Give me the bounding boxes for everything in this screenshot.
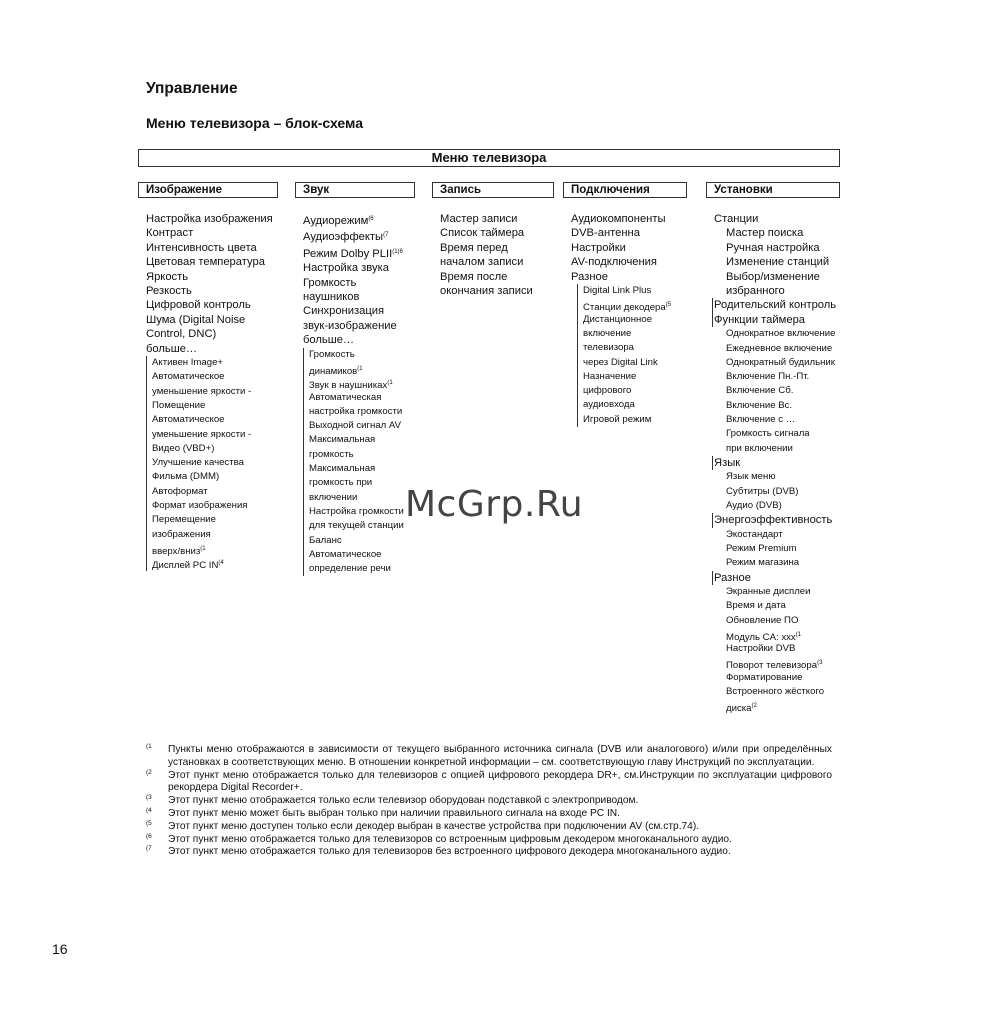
submenu-item: Субтитры (DVB) bbox=[726, 485, 799, 497]
submenu-item: Однократный будильник bbox=[726, 356, 835, 368]
menu-item: Цветовая температура bbox=[146, 256, 265, 269]
submenu-item: аудиовхода bbox=[583, 399, 635, 411]
submenu-item: Настройка громкости bbox=[309, 505, 404, 517]
submenu-item: громкость при bbox=[309, 477, 373, 489]
settings-energy: Энергоэффективность bbox=[712, 513, 836, 527]
footnote-ref: (1 bbox=[387, 380, 393, 387]
submenu-item: Поворот телевизора$^{(3}$ bbox=[726, 660, 823, 672]
column-image bbox=[146, 212, 273, 571]
footnote-mark: (2 bbox=[146, 768, 152, 776]
settings-language: Язык bbox=[712, 456, 836, 470]
menu-item: Аудиорежим$^{(6}$ bbox=[303, 215, 374, 227]
submenu-item: Язык меню bbox=[726, 471, 776, 483]
menu-item: Интенсивность цвета bbox=[146, 241, 257, 254]
menu-item: больше… bbox=[146, 342, 198, 355]
submenu-item: Улучшение качества bbox=[152, 457, 244, 469]
submenu-item: Максимальная bbox=[309, 463, 376, 475]
submenu-item: Автоформат bbox=[152, 485, 208, 497]
footnotes bbox=[146, 744, 832, 859]
footnote bbox=[146, 795, 832, 808]
footnote bbox=[146, 744, 832, 770]
submenu-item: включении bbox=[309, 491, 358, 503]
menu-item: больше… bbox=[303, 334, 355, 347]
connections-more-list bbox=[577, 284, 671, 427]
submenu-item: Включение Вс. bbox=[726, 399, 793, 411]
footnote-text: Этот пункт меню отображается только если телевизор оборудован подставкой с электроприводом. bbox=[168, 795, 639, 807]
sound-more-list bbox=[303, 348, 404, 577]
submenu-item: Однократное включение bbox=[726, 328, 836, 340]
header-connections: Подключения bbox=[563, 182, 687, 198]
submenu-item: Включение Сб. bbox=[726, 385, 794, 397]
submenu-item: изображения bbox=[152, 528, 211, 540]
settings-timer: Функции таймера bbox=[712, 313, 836, 327]
menu-item: Control, DNC) bbox=[146, 328, 217, 341]
submenu-item: Включение Пн.-Пт. bbox=[726, 371, 810, 383]
submenu-item: Выбор/изменение bbox=[726, 270, 820, 283]
submenu-item: Экостандарт bbox=[726, 528, 783, 540]
menu-item: Список таймера bbox=[440, 227, 525, 240]
header-record: Запись bbox=[432, 182, 554, 198]
submenu-item: Громкость bbox=[309, 348, 355, 360]
menu-item: Контраст bbox=[146, 227, 194, 240]
footnote bbox=[146, 834, 832, 847]
footnote bbox=[146, 821, 832, 834]
footnote-ref: (1 bbox=[200, 545, 206, 552]
menu-item: Время перед bbox=[440, 241, 508, 254]
header-settings: Установки bbox=[706, 182, 840, 198]
submenu-item: Максимальная bbox=[309, 434, 376, 446]
page-subtitle: Меню телевизора – блок-схема bbox=[146, 115, 363, 131]
footnote-text: Пункты меню отображаются в зависимости от текущего выбранного источника сигнала (DVB или аналогового) и/или при определённых установках в соответствующих меню. В отношении конкретной информации – см. соответствующую главу Инструкций по эксплуатации. bbox=[168, 744, 832, 768]
footnote-ref: (1 bbox=[357, 365, 363, 372]
section-title: Управление bbox=[146, 80, 238, 97]
submenu-item: цифрового bbox=[583, 385, 632, 397]
submenu-item: Звук в наушниках$^{(1}$ bbox=[309, 380, 393, 392]
submenu-item: Формат изображения bbox=[152, 500, 248, 512]
menu-item: Резкость bbox=[146, 285, 192, 298]
submenu-item: уменьшение яркости - bbox=[152, 428, 252, 440]
submenu-item: динамиков$^{(1}$ bbox=[309, 365, 363, 377]
submenu-item: Выходной сигнал AV bbox=[309, 420, 402, 432]
menu-item: наушников bbox=[303, 291, 360, 304]
submenu-item: Ежедневное включение bbox=[726, 342, 833, 354]
submenu-item: Автоматическое bbox=[152, 414, 225, 426]
submenu-item: вверх/вниз$^{(1}$ bbox=[152, 545, 206, 557]
menu-item: окончания записи bbox=[440, 285, 533, 298]
settings-misc: Разное bbox=[712, 571, 836, 585]
footnote-ref: (6 bbox=[368, 216, 374, 222]
menu-item: Шума (Digital Noise bbox=[146, 313, 246, 326]
menu-item: Синхронизация bbox=[303, 305, 385, 318]
submenu-item: Режим Premium bbox=[726, 542, 797, 554]
menu-item: Время после bbox=[440, 270, 508, 283]
submenu-item: Помещение bbox=[152, 399, 206, 411]
column-record bbox=[440, 212, 533, 298]
footnote-text: Этот пункт меню может быть выбран только при наличии правильного сигнала на входе PC IN. bbox=[168, 807, 620, 819]
footnote-mark: (7 bbox=[146, 845, 152, 853]
submenu-item: для текущей станции bbox=[309, 520, 404, 532]
column-connections bbox=[571, 212, 671, 427]
menu-item: Настройка изображения bbox=[146, 213, 273, 225]
menu-item: Цифровой контроль bbox=[146, 299, 251, 312]
submenu-item: Дистанционное bbox=[583, 313, 653, 325]
footnote-text: Этот пункт меню отображается только для телевизоров со встроенным цифровым декодером многоканального аудио. bbox=[168, 833, 732, 845]
menu-item: звук-изображение bbox=[303, 319, 397, 332]
menu-item: Настройка звука bbox=[303, 262, 389, 275]
menu-item: Яркость bbox=[146, 270, 189, 283]
menu-item: DVB-антенна bbox=[571, 227, 640, 240]
submenu-item: Время и дата bbox=[726, 600, 786, 612]
submenu-item: избранного bbox=[726, 285, 785, 298]
menu-item: Режим Dolby $PLII^{(1(6}$ bbox=[303, 247, 403, 260]
submenu-item: Обновление ПО bbox=[726, 614, 799, 626]
footnote-ref: (5 bbox=[665, 302, 672, 309]
menu-item: AV-подключения bbox=[571, 256, 657, 269]
menu-item: Аудиоэффекты$^{(7}$ bbox=[303, 231, 389, 244]
submenu-item: Ручная настройка bbox=[726, 241, 820, 254]
submenu-item: Мастер поиска bbox=[726, 227, 804, 240]
submenu-item: Видео (VBD+) bbox=[152, 442, 215, 454]
page-number: 16 bbox=[52, 941, 68, 957]
submenu-item: определение речи bbox=[309, 563, 391, 575]
footnote-mark: (1 bbox=[146, 743, 152, 750]
submenu-item: Настройки DVB bbox=[726, 643, 796, 655]
submenu-item: Модуль CA: xxx$^{(1}$ bbox=[726, 631, 802, 643]
footnote-mark: (5 bbox=[146, 819, 152, 827]
submenu-item: Форматирование bbox=[726, 671, 803, 683]
footnote-mark: (6 bbox=[146, 832, 152, 840]
footnote-ref: (2 bbox=[751, 703, 757, 710]
column-settings bbox=[714, 212, 836, 714]
menu-item: Аудиокомпоненты bbox=[571, 213, 666, 225]
header-image: Изображение bbox=[138, 182, 278, 198]
submenu-item: Изменение станций bbox=[726, 256, 830, 269]
submenu-item: телевизора bbox=[583, 342, 634, 354]
footnote-mark: (3 bbox=[146, 794, 152, 802]
submenu-item: Автоматическое bbox=[309, 548, 382, 560]
submenu-item: Перемещение bbox=[152, 514, 216, 526]
watermark: McGrp.Ru bbox=[405, 484, 584, 525]
footnote bbox=[146, 808, 832, 821]
footnote-ref: (1 bbox=[795, 631, 802, 638]
submenu-item: Игровой режим bbox=[583, 413, 652, 425]
footnote bbox=[146, 846, 832, 859]
submenu-item: Встроенного жёсткого bbox=[726, 686, 825, 697]
footnote-ref: (1(6 bbox=[392, 248, 403, 255]
submenu-item: Активен Image+ bbox=[152, 357, 224, 369]
menu-item: Мастер записи bbox=[440, 213, 518, 225]
submenu-item: Режим магазина bbox=[726, 557, 800, 569]
submenu-item: Автоматическая bbox=[309, 391, 382, 403]
menu-item: началом записи bbox=[440, 256, 524, 269]
submenu-item: Баланс bbox=[309, 534, 342, 546]
submenu-item: Громкость сигнала bbox=[726, 428, 810, 440]
menu-item: Настройки bbox=[571, 241, 626, 254]
menu-item: Громкость bbox=[303, 276, 357, 289]
submenu-item: через Digital Link bbox=[583, 356, 658, 368]
submenu-item: Дисплей PC IN$^{(4}$ bbox=[152, 560, 224, 572]
submenu-item: уменьшение яркости - bbox=[152, 385, 252, 397]
tv-menu-box: Меню телевизора bbox=[138, 149, 840, 167]
image-more-list bbox=[146, 356, 273, 570]
footnote-ref: (3 bbox=[817, 660, 823, 667]
footnote bbox=[146, 770, 832, 796]
footnote-text: Этот пункт меню отображается только для телевизоров без встроенного цифрового декодера многоканального аудио. bbox=[168, 846, 731, 858]
submenu-item: Станции декодера$^{(5}$ bbox=[583, 302, 672, 314]
submenu-item: Экранные дисплеи bbox=[726, 585, 811, 597]
submenu-item: диска$^{(2}$ bbox=[726, 703, 757, 715]
submenu-item: Фильма (DMM) bbox=[152, 471, 220, 483]
submenu-item: настройка громкости bbox=[309, 405, 403, 417]
header-sound: Звук bbox=[295, 182, 415, 198]
submenu-item: громкость bbox=[309, 448, 354, 460]
column-sound bbox=[303, 212, 404, 576]
submenu-item: Включение с … bbox=[726, 414, 796, 426]
menu-item: Разное bbox=[571, 270, 608, 283]
footnote-ref: (7 bbox=[383, 232, 389, 239]
footnote-text: Этот пункт меню доступен только если декодер выбран в качестве устройства при подключении AV (см.стр.74). bbox=[168, 820, 700, 832]
footnote-ref: (4 bbox=[218, 560, 224, 567]
submenu-item: Назначение bbox=[583, 370, 637, 382]
footnote-text: Этот пункт меню отображается только для телевизоров с опцией цифрового рекордера DR+, см.Инструкции по эксплуатации цифрового рекордера Digital Recorder+. bbox=[168, 769, 832, 794]
footnote-mark: (4 bbox=[146, 806, 152, 814]
submenu-item: Автоматическое bbox=[152, 371, 225, 383]
settings-parental: Родительский контроль bbox=[714, 299, 837, 312]
settings-stations: Станции bbox=[714, 213, 759, 225]
submenu-item: включение bbox=[583, 327, 632, 339]
submenu-item: Аудио (DVB) bbox=[726, 499, 782, 511]
submenu-item: Digital Link Plus bbox=[583, 285, 652, 297]
submenu-item: при включении bbox=[726, 442, 793, 454]
